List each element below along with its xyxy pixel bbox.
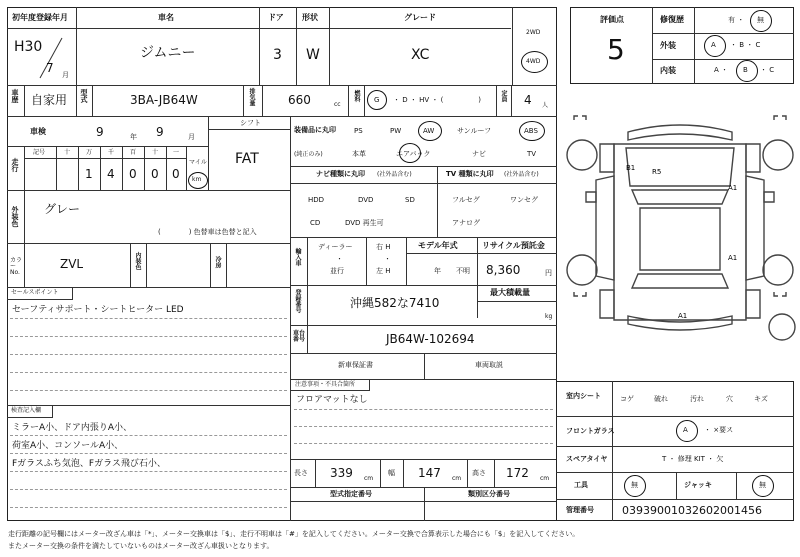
interior-color-label: 内装色	[134, 252, 141, 270]
car-name-label: 車名	[158, 13, 174, 22]
dealer-option: ディーラー	[318, 243, 353, 251]
damage-mark-r5: R5	[652, 168, 662, 176]
inspection-notes-label: 検査記入欄	[11, 407, 42, 414]
mile-label: マイル	[189, 159, 207, 166]
model-label: 型式	[80, 89, 88, 103]
model-year-label: モデル年式	[418, 241, 458, 250]
recycle-value: 8,360	[486, 263, 521, 277]
navi-label: ナビ種類に丸印	[316, 170, 365, 178]
shift-value: FAT	[235, 151, 259, 167]
registration-value: 沖縄582な7410	[350, 296, 440, 310]
type-designation-label: 型式指定番号	[330, 490, 372, 498]
spare-tire-label: スペアタイヤ	[566, 455, 608, 463]
spare-tire-options: T ・ 修理 KIT ・ 欠	[662, 455, 724, 463]
door-count: 3	[273, 47, 282, 63]
seat-stain: 汚れ	[690, 395, 704, 403]
mileage-digit-2: 1	[85, 167, 93, 181]
recycle-label: リサイクル預託金	[482, 241, 545, 250]
drive-4wd: 4WD	[526, 58, 541, 65]
mileage-head-2: 万	[86, 149, 93, 156]
repair-selected: 無	[757, 16, 764, 24]
interior-options: ・ C	[760, 66, 775, 74]
model-year-unknown: 不明	[456, 267, 470, 275]
reg-month: 7	[46, 61, 54, 75]
category-label: 類別区分番号	[468, 490, 510, 498]
color-value: グレー	[44, 202, 81, 216]
width-value: 147	[418, 466, 441, 480]
mileage-digit-6: 0	[172, 167, 180, 181]
inspection-note-2: 荷室A小、コンソールA小、	[12, 441, 124, 451]
tools-value: 無	[631, 481, 638, 489]
color-code-label: カラー No.	[10, 257, 23, 276]
fuel-label: 燃料	[353, 90, 360, 102]
shape-value: W	[306, 47, 320, 63]
seat-scratch: キズ	[754, 395, 768, 403]
equipment-sub: (純正のみ)	[294, 151, 323, 158]
interior-selected: B	[743, 66, 748, 74]
damage-mark-b1: B1	[626, 164, 636, 172]
color-code: ZVL	[60, 257, 84, 271]
navi-dvd-play: DVD 再生可	[345, 219, 384, 227]
interior-label: 内装	[660, 66, 676, 75]
exterior-label: 外装	[660, 41, 676, 50]
mileage-label: 走行	[11, 158, 19, 172]
seat-burn: コゲ	[620, 395, 634, 403]
shift-label: シフト	[240, 119, 261, 127]
equip-ps: PS	[354, 127, 363, 135]
mileage-digit-5: 0	[151, 167, 159, 181]
displacement-label: 排気量	[248, 88, 255, 106]
equip-sunroof: サンルーフ	[457, 127, 492, 135]
capacity-label: 定員	[500, 90, 507, 102]
navi-sub: (社外品含む)	[377, 171, 412, 178]
ac-label: 冷房	[214, 256, 221, 268]
vehicle-manual: 車両取説	[475, 361, 503, 369]
seat-hole: 穴	[726, 395, 733, 403]
first-reg-label: 初年度登録年月	[12, 13, 68, 22]
width-unit: cm	[452, 475, 462, 482]
mileage-head-5: 十	[152, 149, 159, 156]
notices-text: フロアマットなし	[296, 395, 368, 405]
shape-label: 形状	[302, 13, 318, 22]
equip-navi: ナビ	[472, 150, 486, 158]
model-year-unit: 年	[434, 267, 441, 275]
height-value: 172	[506, 466, 529, 480]
import-label: 輸入車	[294, 248, 301, 266]
max-load-unit: kg	[545, 313, 553, 320]
recycle-unit: 円	[545, 269, 552, 277]
usage-label: 車歴	[11, 89, 19, 103]
navi-dvd: DVD	[358, 196, 374, 204]
grade-label: グレード	[404, 13, 436, 22]
fuel-options: ・ D ・ HV ・ ( )	[393, 96, 482, 104]
jack-value: 無	[759, 481, 766, 489]
fuel-selected: G	[374, 96, 380, 104]
mileage-head-6: 一	[173, 149, 180, 156]
car-diagram	[560, 100, 800, 370]
exterior-options: ・ B ・ C	[730, 41, 761, 49]
repair-options: 有 ・	[728, 16, 745, 24]
shaken-label: 車検	[30, 127, 46, 136]
tv-label: TV 種類に丸印	[446, 170, 494, 178]
jack-label: ジャッキ	[684, 481, 712, 489]
mileage-digit-4: 0	[129, 167, 137, 181]
tv-sub: (社外品含む)	[504, 171, 539, 178]
notices-label: 注意事項・不具合箇所	[295, 381, 356, 388]
damage-mark-a1-right: A1	[728, 184, 738, 192]
repair-label: 修復歴	[660, 15, 684, 24]
equip-abs: ABS	[524, 127, 538, 135]
displacement-unit: cc	[334, 101, 341, 108]
equip-aw: AW	[423, 127, 435, 135]
capacity-value: 4	[524, 93, 532, 107]
exterior-selected: A	[711, 41, 716, 49]
equipment-label: 装備品に丸印	[294, 126, 336, 134]
tv-oneseg: ワンセグ	[510, 196, 538, 204]
new-car-warranty: 新車保証書	[338, 361, 373, 369]
mgmt-number: 0393900103260200145​6	[622, 504, 762, 517]
length-value: 339	[330, 466, 353, 480]
inspection-note-1: ミラーA小、ドア内張りA小、	[12, 423, 133, 433]
displacement-value: 660	[288, 93, 311, 107]
door-label: ドア	[268, 13, 284, 22]
shaken-month-unit: 月	[188, 133, 195, 141]
grade-value: XC	[411, 47, 430, 63]
inspection-note-3: Fガラスふち気泡、Fガラス飛び石小、	[12, 459, 166, 469]
windshield-label: フロントガラス	[566, 427, 615, 435]
reg-month-unit: 月	[62, 71, 69, 79]
height-label: 高さ	[472, 469, 486, 477]
sales-point-label: セールスポイント	[11, 289, 59, 296]
mileage-head-3: 千	[108, 149, 115, 156]
seat-tear: 破れ	[654, 395, 668, 403]
equip-leather: 本革	[352, 150, 366, 158]
max-load-label: 最大積載量	[490, 288, 530, 297]
km-label: km	[192, 176, 202, 183]
navi-cd: CD	[310, 219, 321, 227]
mileage-digit-3: 4	[107, 167, 115, 181]
interior-seat-label: 室内シート	[566, 392, 601, 400]
length-unit: cm	[364, 475, 374, 482]
equip-pw: PW	[390, 127, 402, 135]
left-h-option: 左 H	[376, 267, 391, 275]
tv-analog: アナログ	[452, 219, 480, 227]
model-value: 3BA-JB64W	[130, 93, 198, 107]
footer-line-2: またメーター交換の条件を満たしていないものはメーター改ざん車扱いとなります。	[8, 542, 274, 550]
registration-label: 登録番号	[294, 289, 301, 313]
drive-2wd: 2WD	[526, 29, 541, 36]
windshield-options: ・ ×要ス	[704, 426, 734, 434]
navi-sd: SD	[405, 196, 415, 204]
mileage-head-1: 十	[64, 149, 71, 156]
color-label: 外装色	[11, 206, 19, 227]
sales-point-text: セーフティサポート・シートヒーター LED	[12, 305, 184, 315]
score-label: 評価点	[600, 15, 624, 24]
era-year: H30	[14, 39, 43, 55]
score-value: 5	[607, 33, 625, 66]
damage-mark-a1-right2: A1	[728, 254, 738, 262]
navi-hdd: HDD	[308, 196, 325, 204]
width-label: 幅	[388, 469, 395, 477]
equip-tv: TV	[527, 150, 537, 158]
mileage-head-4: 百	[130, 149, 137, 156]
parallel-option: 並行	[330, 267, 344, 275]
capacity-unit: 人	[542, 102, 549, 109]
height-unit: cm	[540, 475, 550, 482]
mileage-head-0: 記号	[33, 149, 46, 156]
shaken-month: 9	[156, 125, 164, 139]
equip-airbag: エアバック	[396, 150, 431, 158]
shaken-year-unit: 年	[130, 133, 137, 141]
dealer-dot: ・	[336, 255, 343, 263]
usage-value: 自家用	[31, 93, 68, 107]
shaken-year: 9	[96, 125, 104, 139]
chassis-label: 車台番号	[293, 330, 306, 343]
footer-line-1: 走行距離の記号欄にはメーター改ざん車は「*」、メーター交換車は「$」、走行不明車は「#」を記入してください。メーター交換で合算表示した場合にも「$」を記入してください。	[8, 530, 580, 538]
tools-label: 工具	[574, 481, 588, 489]
length-label: 長さ	[294, 469, 308, 477]
tv-fullseg: フルセグ	[452, 196, 480, 204]
color-change-note: ( ) 色替車は色替と記入	[158, 228, 257, 236]
damage-mark-a1-rear: A1	[678, 312, 688, 320]
windshield-selected: A	[683, 426, 688, 434]
right-h-option: 右 H	[376, 243, 391, 251]
hand-dot: ・	[384, 255, 391, 263]
chassis-value: JB64W-102694	[386, 332, 475, 346]
car-name: ジムニー	[140, 45, 196, 61]
mgmt-label: 管理番号	[566, 506, 594, 514]
interior-a: A ・	[714, 66, 729, 74]
